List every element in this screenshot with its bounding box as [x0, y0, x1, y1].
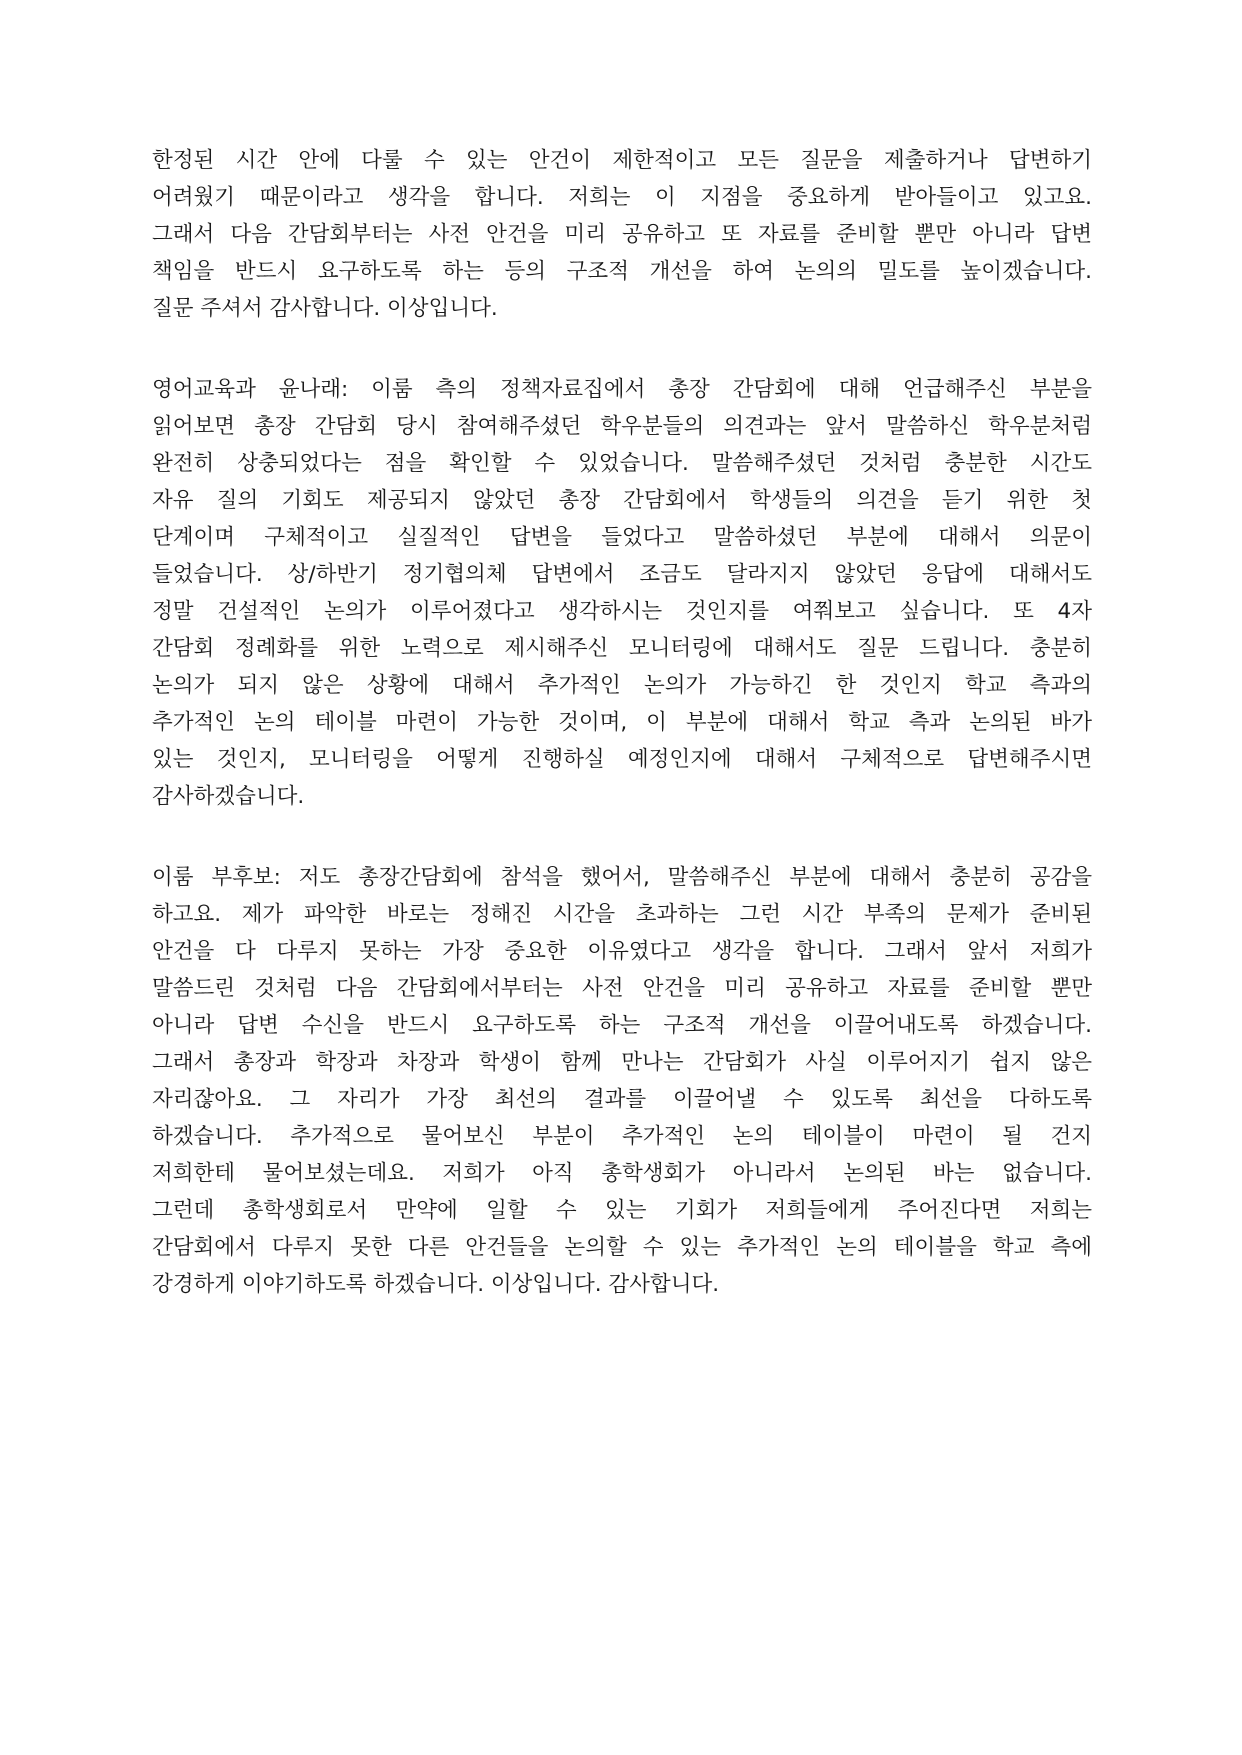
text-line: 어려웠기 때문이라고 생각을 합니다. 저희는 이 지점을 중요하게 받아들이고 있고요.: [152, 185, 1092, 210]
text-line: 간담회에서 다루지 못한 다른 안건들을 논의할 수 있는 추가적인 논의 테이블을 학교 측에: [152, 1235, 1092, 1260]
text-line: 있는 것인지, 모니터링을 어떻게 진행하실 예정인지에 대해서 구체적으로 답변해주시면: [152, 747, 1092, 772]
text-line: 강경하게 이야기하도록 하겠습니다. 이상입니다. 감사합니다.: [152, 1272, 720, 1297]
text-line: 단계이며 구체적이고 실질적인 답변을 들었다고 말씀하셨던 부분에 대해서 의문이: [152, 525, 1092, 550]
text-line: 감사하겠습니다.: [152, 784, 305, 809]
text-line: 읽어보면 총장 간담회 당시 참여해주셨던 학우분들의 의견과는 앞서 말씀하신 학우분처럼: [152, 414, 1092, 439]
text-line: 하고요. 제가 파악한 바로는 정해진 시간을 초과하는 그런 시간 부족의 문제가 준비된: [152, 902, 1092, 927]
text-line: 아니라 답변 수신을 반드시 요구하도록 하는 구조적 개선을 이끌어내도록 하겠습니다.: [152, 1013, 1092, 1038]
text-line: 그래서 다음 간담회부터는 사전 안건을 미리 공유하고 또 자료를 준비할 뿐만 아니라 답변: [152, 222, 1092, 247]
text-line: 자리잖아요. 그 자리가 가장 최선의 결과를 이끌어낼 수 있도록 최선을 다하도록: [152, 1087, 1092, 1112]
paragraph-answer: [152, 859, 1092, 1303]
text-line: 그래서 총장과 학장과 차장과 학생이 함께 만나는 간담회가 사실 이루어지기 쉽지 않은: [152, 1050, 1092, 1075]
text-line: 책임을 반드시 요구하도록 하는 등의 구조적 개선을 하여 논의의 밀도를 높이겠습니다.: [152, 259, 1092, 284]
text-line: 들었습니다. 상/하반기 정기협의체 답변에서 조금도 달라지지 않았던 응답에 대해서도: [152, 562, 1092, 587]
text-line: 한정된 시간 안에 다룰 수 있는 안건이 제한적이고 모든 질문을 제출하거나 답변하기: [152, 148, 1092, 173]
text-line: 이룸 부후보: 저도 총장간담회에 참석을 했어서, 말씀해주신 부분에 대해서 충분히 공감을: [152, 865, 1092, 890]
text-line: 간담회 정례화를 위한 노력으로 제시해주신 모니터링에 대해서도 질문 드립니다. 충분히: [152, 636, 1092, 661]
text-line: 말씀드린 것처럼 다음 간담회에서부터는 사전 안건을 미리 공유하고 자료를 준비할 뿐만: [152, 976, 1092, 1001]
text-line: 완전히 상충되었다는 점을 확인할 수 있었습니다. 말씀해주셨던 것처럼 충분한 시간도: [152, 451, 1092, 476]
text-line: 논의가 되지 않은 상황에 대해서 추가적인 논의가 가능하긴 한 것인지 학교 측과의: [152, 673, 1092, 698]
text-line: 그런데 총학생회로서 만약에 일할 수 있는 기회가 저희들에게 주어진다면 저희는: [152, 1198, 1092, 1223]
paragraph-answer-end: [152, 142, 1092, 327]
document-page: [152, 142, 1092, 1347]
text-line: 안건을 다 다루지 못하는 가장 중요한 이유였다고 생각을 합니다. 그래서 앞서 저희가: [152, 939, 1092, 964]
text-line: 하겠습니다. 추가적으로 물어보신 부분이 추가적인 논의 테이블이 마련이 될 건지: [152, 1124, 1092, 1149]
text-line: 자유 질의 기회도 제공되지 않았던 총장 간담회에서 학생들의 의견을 듣기 위한 첫: [152, 488, 1092, 513]
text-line: 정말 건설적인 논의가 이루어졌다고 생각하시는 것인지를 여쭤보고 싶습니다. 또 4자: [152, 599, 1092, 624]
text-line: 저희한테 물어보셨는데요. 저희가 아직 총학생회가 아니라서 논의된 바는 없습니다.: [152, 1161, 1092, 1186]
text-line: 영어교육과 윤나래: 이룸 측의 정책자료집에서 총장 간담회에 대해 언급해주신 부분을: [152, 377, 1092, 402]
text-line: 질문 주셔서 감사합니다. 이상입니다.: [152, 296, 498, 321]
text-line: 추가적인 논의 테이블 마련이 가능한 것이며, 이 부분에 대해서 학교 측과 논의된 바가: [152, 710, 1092, 735]
paragraph-question: [152, 371, 1092, 815]
